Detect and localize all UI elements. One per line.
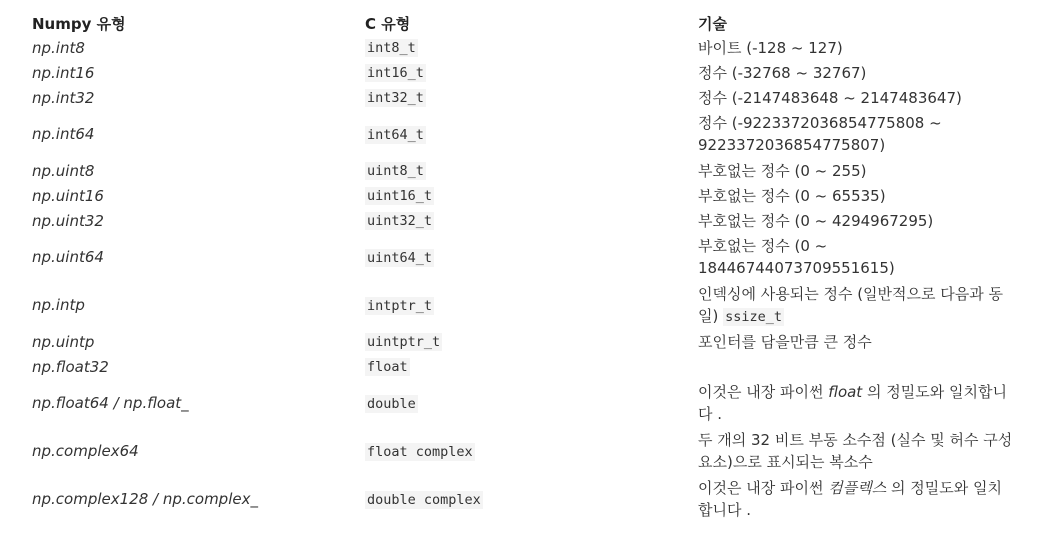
- numpy-type-cell: np.int16: [32, 63, 95, 82]
- c-type-code: uint64_t: [367, 249, 433, 266]
- description-cell: 포인터를 담을만큼 큰 정수: [698, 332, 872, 351]
- c-type-cell: [365, 233, 698, 281]
- table-row: [32, 475, 1022, 523]
- header-description: 기술: [698, 14, 727, 33]
- numpy-type-cell: np.uint32: [32, 211, 104, 230]
- c-type-cell: [365, 281, 698, 329]
- c-type-code: float complex: [367, 443, 473, 460]
- c-type-code: int16_t: [367, 65, 424, 81]
- c-type-code: uint16_t: [367, 188, 433, 204]
- numpy-type-cell: np.float32: [32, 357, 109, 376]
- numpy-type-cell: np.intp: [32, 296, 85, 314]
- description-cell: 정수 (-2147483648 ~ 2147483647): [698, 88, 962, 107]
- numpy-type-cell: np.complex128 / np.complex_: [32, 490, 258, 508]
- header-c-type: C 유형: [365, 14, 411, 33]
- numpy-type-cell: np.int8: [32, 38, 85, 57]
- c-type-cell: [365, 208, 698, 233]
- table-row: [32, 35, 1022, 60]
- table-row: [32, 379, 1022, 427]
- c-type-cell: [365, 475, 698, 523]
- c-type-cell: [365, 379, 698, 427]
- description-text: 이것은 내장 파이썬: [698, 383, 824, 401]
- description-cell: 정수 (-9223372036854775808 ~ 9223372036854775807): [698, 114, 942, 154]
- description-cell: [698, 354, 1022, 379]
- description-cell: 정수 (-32768 ~ 32767): [698, 63, 867, 82]
- c-type-code: float: [367, 359, 408, 375]
- description-cell: 부호없는 정수 (0 ~ 18446744073709551615): [698, 237, 895, 277]
- c-type-cell: [365, 183, 698, 208]
- table-row: [32, 233, 1022, 281]
- description-cell: 바이트 (-128 ~ 127): [698, 38, 843, 57]
- description-text: 의 정밀도와 일치합니다 .: [698, 383, 1007, 423]
- table-row: [32, 183, 1022, 208]
- numpy-type-cell: np.int64: [32, 125, 95, 143]
- numpy-type-cell: np.uint16: [32, 186, 104, 205]
- c-type-code: uintptr_t: [367, 334, 441, 350]
- c-type-code: double complex: [367, 491, 481, 508]
- c-type-cell: [365, 329, 698, 354]
- numpy-type-cell: np.complex64: [32, 442, 139, 460]
- table-row: [32, 427, 1022, 475]
- c-type-cell: [365, 85, 698, 110]
- c-type-code: int32_t: [367, 90, 424, 106]
- numpy-type-cell: np.uint64: [32, 248, 104, 266]
- c-type-code: intptr_t: [367, 297, 433, 314]
- c-type-cell: [365, 354, 698, 379]
- numpy-type-cell: np.float64 / np.float_: [32, 394, 189, 412]
- c-type-code: int64_t: [367, 126, 424, 143]
- description-cell: 두 개의 32 비트 부동 소수점 (실수 및 허수 구성 요소)으로 표시되는 복소수: [698, 431, 1013, 471]
- description-emphasis: float: [828, 383, 863, 401]
- numpy-type-cell: np.uintp: [32, 332, 95, 351]
- c-type-code: uint8_t: [367, 163, 424, 179]
- c-type-cell: [365, 427, 698, 475]
- table-row: [32, 158, 1022, 183]
- c-type-code: double: [367, 395, 416, 412]
- c-type-code: int8_t: [367, 40, 416, 56]
- description-text: 의 정밀도와 일치합니다 .: [698, 479, 1002, 519]
- description-cell: 부호없는 정수 (0 ~ 65535): [698, 186, 886, 205]
- c-type-cell: [365, 60, 698, 85]
- table-row: [32, 354, 1022, 379]
- table-row: [32, 60, 1022, 85]
- description-emphasis: 컴플렉스: [828, 479, 887, 497]
- header-numpy-type: Numpy 유형: [32, 14, 126, 33]
- description-code: ssize_t: [725, 308, 783, 325]
- description-cell: [698, 281, 1022, 329]
- description-text: 인덱싱에 사용되는 정수 (일반적으로 다음과 동일): [698, 284, 1004, 325]
- c-type-code: uint32_t: [367, 213, 433, 229]
- c-type-cell: [365, 110, 698, 158]
- numpy-types-table: [32, 10, 1022, 523]
- table-row: [32, 329, 1022, 354]
- description-cell: 부호없는 정수 (0 ~ 4294967295): [698, 211, 934, 230]
- description-text: 이것은 내장 파이썬: [698, 479, 824, 497]
- numpy-type-cell: np.int32: [32, 88, 95, 107]
- description-cell: 부호없는 정수 (0 ~ 255): [698, 161, 867, 180]
- description-cell: [698, 475, 1022, 523]
- table-row: [32, 85, 1022, 110]
- c-type-cell: [365, 158, 698, 183]
- c-type-cell: [365, 35, 698, 60]
- header-row: [32, 10, 1022, 35]
- table-row: [32, 110, 1022, 158]
- numpy-type-cell: np.uint8: [32, 161, 95, 180]
- description-cell: [698, 379, 1022, 427]
- table-row: [32, 281, 1022, 329]
- table-row: [32, 208, 1022, 233]
